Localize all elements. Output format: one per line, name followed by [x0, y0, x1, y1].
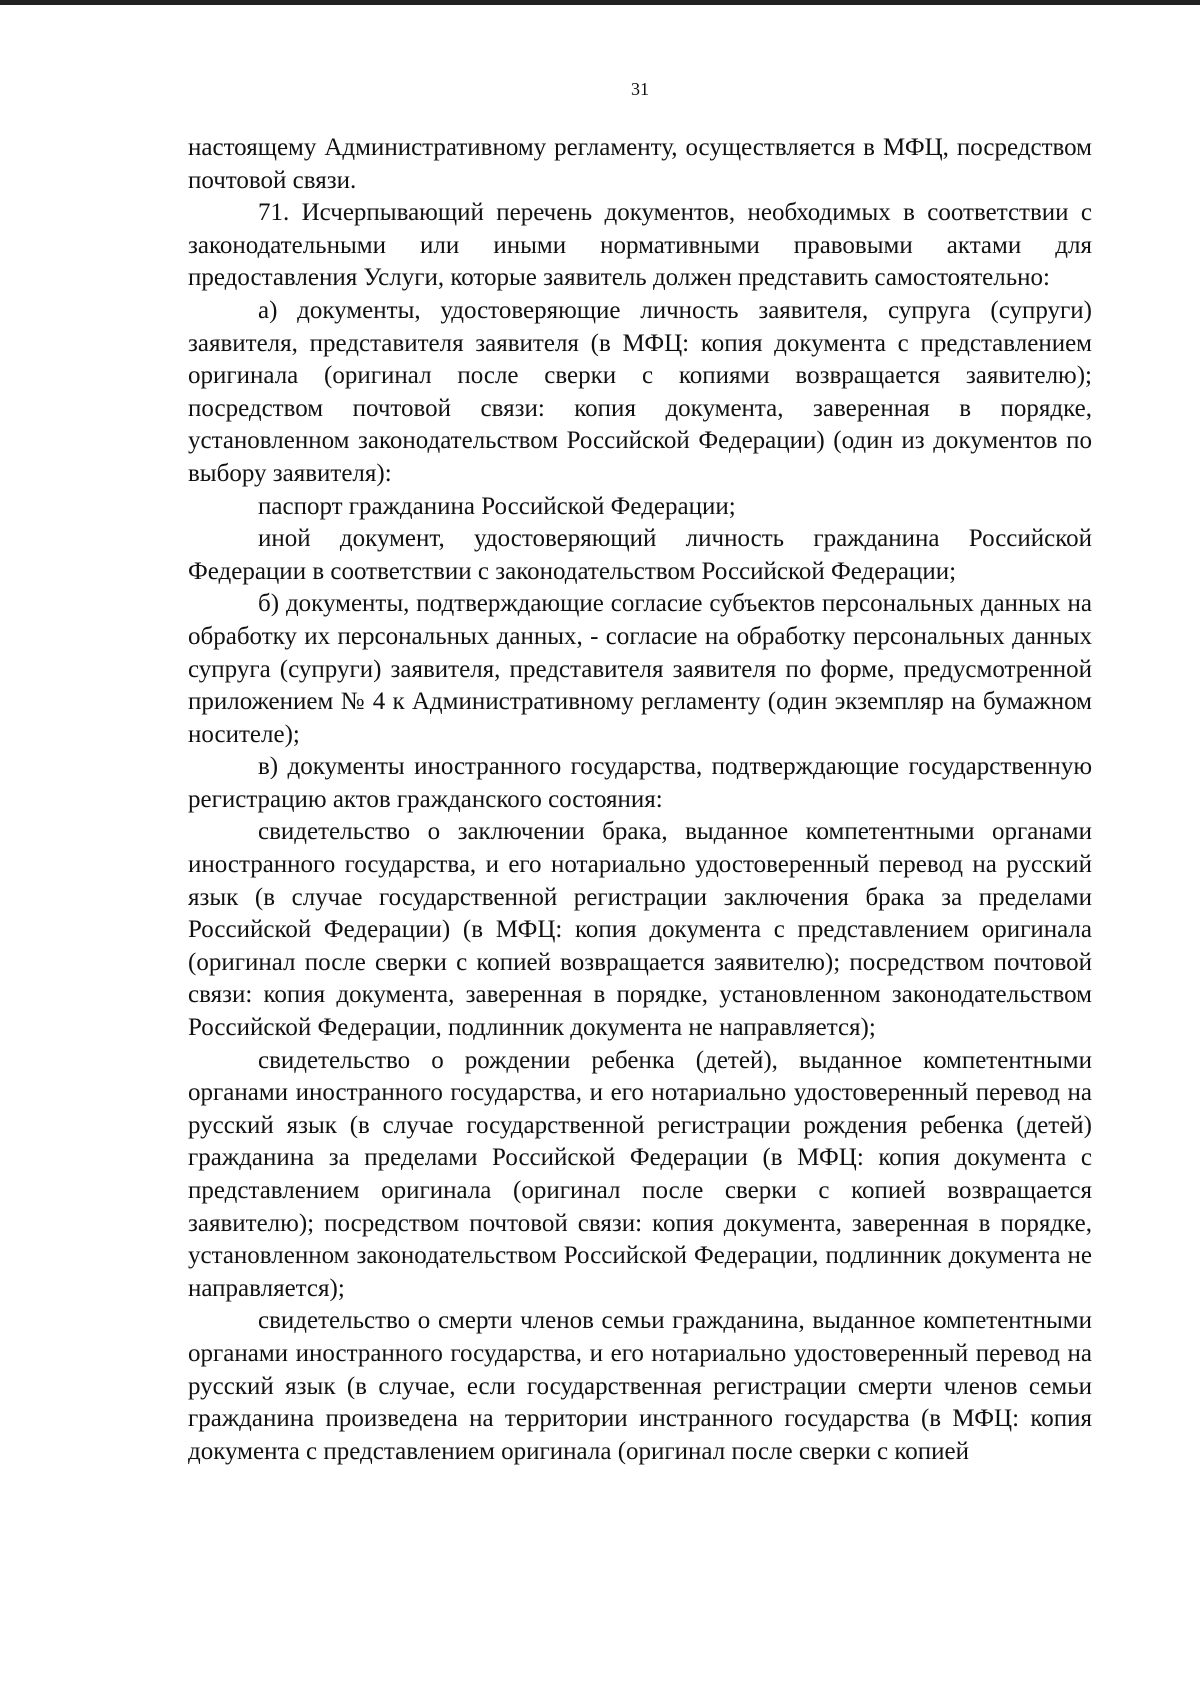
- paragraph-marriage-certificate: свидетельство о заключении брака, выданное компетентными органами иностранного государства, и его нотариально удостоверенный перевод на русский язык (в случае государственной регистрации заключения брака за пределами Российской Федерации) (в МФЦ: копия документа с представлением оригинала (оригинал после сверки с копией возвращается заявителю); посредством почтовой связи: копия документа, заверенная в порядке, установленном законодательством Российской Федерации, подлинник документа не направляется);: [188, 818, 1092, 1042]
- paragraph-intro-continuation: настоящему Административному регламенту, осуществляется в МФЦ, посредством почтовой связи.: [188, 134, 1092, 194]
- paragraph-death-certificate: свидетельство о смерти членов семьи гражданина, выданное компетентными органами иностранного государства, и его нотариально удостоверенный перевод на русский язык (в случае, если государственная регистрации смерти членов семьи гражданина произведена на территории инстранного государства (в МФЦ: копия документа с представлением оригинала (оригинал после сверки с копией: [188, 1307, 1092, 1465]
- paragraph-item-71: 71. Исчерпывающий перечень документов, необходимых в соответствии с законодательными или иными нормативными правовыми актами для предоставления Услуги, которые заявитель должен представить самостоятельно:: [188, 199, 1092, 292]
- paragraph-item-a: а) документы, удостоверяющие личность заявителя, супруга (супруги) заявителя, представителя заявителя (в МФЦ: копия документа с представлением оригинала (оригинал после сверки с копиями возвращается заявителю); посредством почтовой связи: копия документа, заверенная в порядке, установленном законодательством Российской Федерации) (один из документов по выбору заявителя):: [188, 296, 1092, 487]
- page-number: 31: [631, 79, 649, 99]
- paragraph-item-v: в) документы иностранного государства, подтверждающие государственную регистрацию актов гражданского состояния:: [188, 753, 1092, 813]
- paragraph-birth-certificate: свидетельство о рождении ребенка (детей), выданное компетентными органами иностранного государства, и его нотариально удостоверенный перевод на русский язык (в случае государственной регистрации рождения ребенка (детей) гражданина за пределами Российской Федерации (в МФЦ: копия документа с представлением оригинала (оригинал после сверки с копией возвращается заявителю); посредством почтовой связи: копия документа, заверенная в порядке, установленном законодательством Российской Федерации, подлинник документа не направляется);: [188, 1046, 1092, 1302]
- paragraph-other-id-document: иной документ, удостоверяющий личность гражданина Российской Федерации в соответствии с законодательством Российской Федерации;: [188, 525, 1092, 585]
- paragraph-item-b: б) документы, подтверждающие согласие субъектов персональных данных на обработку их персональных данных, - согласие на обработку персональных данных супруга (супруги) заявителя, представителя заявителя по форме, предусмотренной приложением № 4 к Административному регламенту (один экземпляр на бумажном носителе);: [188, 590, 1092, 748]
- paragraph-passport: паспорт гражданина Российской Федерации;: [258, 492, 736, 520]
